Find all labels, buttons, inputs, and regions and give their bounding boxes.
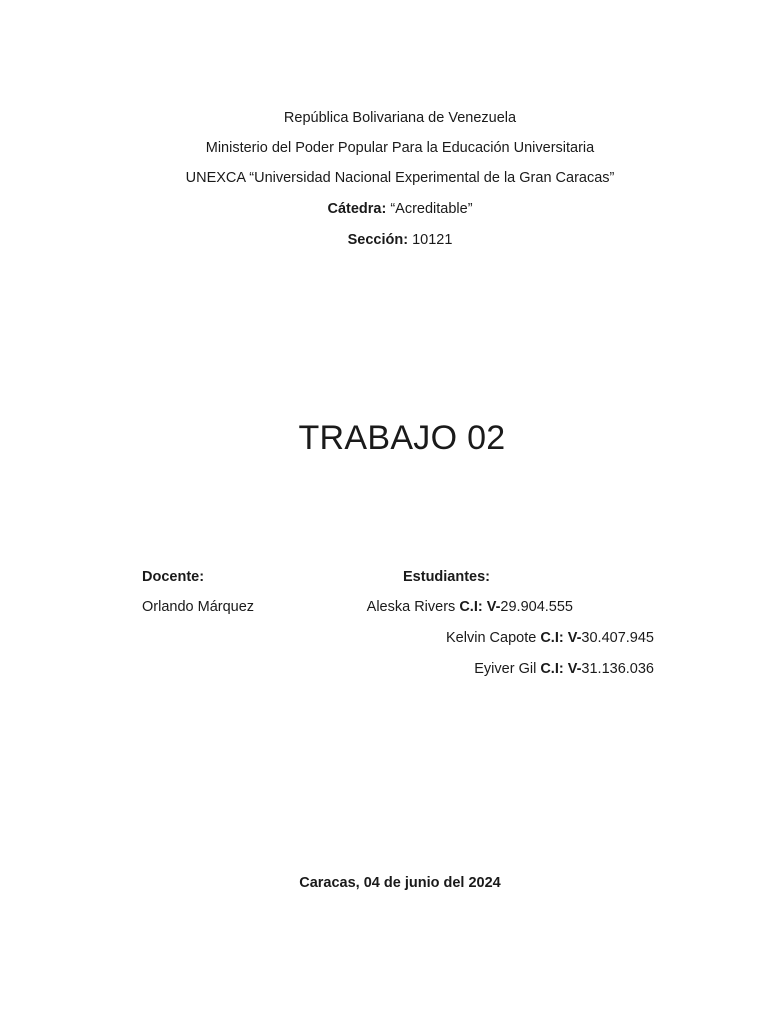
catedra-line	[0, 200, 768, 218]
ministry-line: Ministerio del Poder Popular Para la Educación Universitaria	[205, 140, 595, 156]
republic-line: República Bolivariana de Venezuela	[283, 110, 517, 126]
seccion-label: Sección:	[347, 232, 409, 248]
student-name: Kelvin Capote	[446, 630, 537, 646]
student-name: Aleska Rivers	[366, 599, 456, 615]
student-name: Eyiver Gil	[474, 661, 537, 677]
student-ci-number: 30.407.945	[581, 630, 654, 646]
estudiantes-label: Estudiantes:	[403, 569, 491, 585]
seccion-line	[0, 231, 768, 249]
student-ci-label: C.I: V-	[459, 599, 501, 615]
student-ci-number: 29.904.555	[500, 599, 573, 615]
student-entry	[474, 660, 654, 678]
document-title: TRABAJO 02	[298, 419, 506, 457]
catedra-value: “Acreditable”	[390, 201, 473, 217]
student-entry	[367, 598, 573, 616]
docente-label: Docente:	[142, 569, 205, 585]
student-ci-label: C.I: V-	[540, 630, 582, 646]
student-ci-label: C.I: V-	[540, 661, 582, 677]
catedra-label: Cátedra:	[327, 201, 387, 217]
university-line: UNEXCA “Universidad Nacional Experimental de la Gran Caracas”	[185, 170, 615, 186]
date-line: Caracas, 04 de junio del 2024	[299, 875, 501, 891]
student-ci-number: 31.136.036	[581, 661, 654, 677]
seccion-value: 10121	[412, 232, 453, 248]
student-entry	[446, 629, 654, 647]
docente-name: Orlando Márquez	[142, 599, 255, 615]
